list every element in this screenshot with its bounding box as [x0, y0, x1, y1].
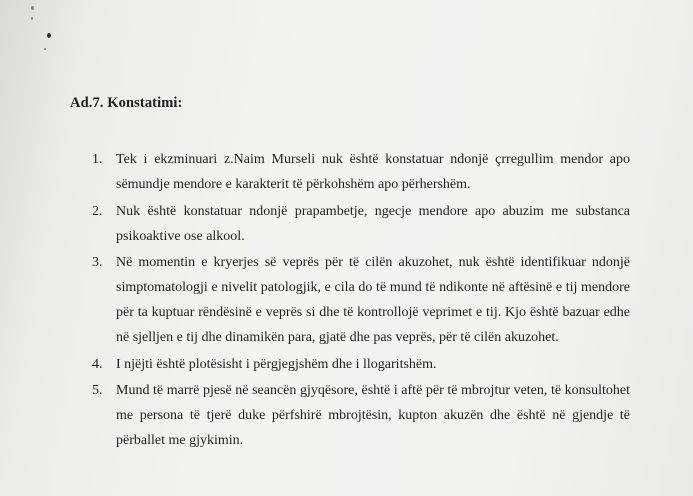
item-text: Në momentin e kryerjes së veprës për të cilën akuzohet, nuk është identifikuar ndonjë simptomatologji e nivelit patologjik, e cila do të mund të ndikonte në aftësinë e tij mendore për ta kuptuar rëndësinë e veprës si dhe të kontrollojë veprimet e tij. Kjo është bazuar edhe në sjelljen e tij dhe dinamikën para, gjatë dhe pas veprës, për të cilën akuzohet.	[116, 255, 630, 345]
item-text: I njëjti është plotësisht i përgjegjshëm dhe i llogaritshëm.	[116, 356, 437, 372]
list-item	[86, 352, 630, 377]
section-heading: Ad.7. Konstatimi:	[70, 95, 183, 111]
punch-hole-mark	[47, 33, 51, 38]
list-item	[86, 147, 630, 197]
item-number: 5.	[92, 383, 103, 398]
item-number: 4.	[92, 356, 103, 372]
item-number: 3.	[92, 255, 103, 270]
list-item	[86, 199, 630, 249]
list-item	[86, 378, 630, 453]
item-text: Tek i ekzminuari z.Naim Murseli nuk është konstatuar ndonjë çrregullim mendor apo sëmundje mendore e karakterit të përkohshëm apo përhershëm.	[116, 152, 630, 192]
list-item	[86, 250, 630, 350]
item-number: 2.	[92, 203, 103, 219]
item-text: Nuk është konstatuar ndonjë prapambetje, ngecje mendore apo abuzim me substanca psikoaktive ose alkool.	[116, 203, 630, 244]
item-text: Mund të marrë pjesë në seancën gjyqësore, është i aftë për të mbrojtur veten, të konsultohet me persona të tjerë duke përfshirë mbrojtësin, kupton akuzën dhe është në gjendje të përballet me gjykimin.	[116, 383, 630, 448]
findings-list	[86, 147, 630, 455]
punch-hole-mark	[31, 17, 33, 20]
punch-hole-mark	[44, 48, 46, 50]
punch-hole-mark	[31, 6, 34, 10]
item-number: 1.	[92, 152, 103, 167]
